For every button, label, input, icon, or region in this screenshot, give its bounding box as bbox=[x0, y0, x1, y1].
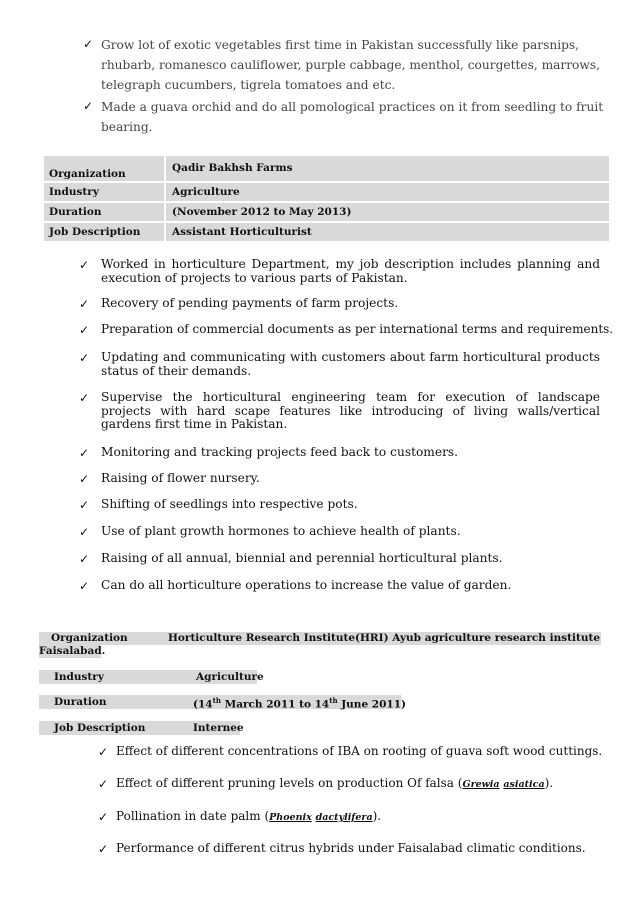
list-item: Performance of different citrus hybrids under Faisalabad climatic conditions. bbox=[116, 841, 586, 855]
check-icon: ✓ bbox=[79, 472, 90, 486]
list-item: Raising of flower nursery. bbox=[101, 471, 260, 485]
table-row: Job Description Assistant Horticulturist bbox=[44, 223, 609, 241]
list-item: Shifting of seedlings into respective pots. bbox=[101, 497, 358, 511]
list-item: Raising of all annual, biennial and perennial horticultural plants. bbox=[101, 551, 503, 565]
check-icon: ✓ bbox=[79, 351, 90, 365]
list-item: Preparation of commercial documents as per international terms and requirements. bbox=[101, 322, 614, 336]
table-row: Duration (November 2012 to May 2013) bbox=[44, 203, 609, 221]
check-icon: ✓ bbox=[79, 498, 90, 512]
check-icon: ✓ bbox=[79, 525, 90, 539]
check-icon: ✓ bbox=[79, 446, 90, 460]
list-item: Effect of different pruning levels on production Of falsa (Grewia asiatica). bbox=[116, 776, 554, 790]
check-icon: ✓ bbox=[79, 258, 90, 272]
list-item: Can do all horticulture operations to increase the value of garden. bbox=[101, 578, 512, 592]
list-item: Made a guava orchid and do all pomological practices on it from seedling to fruit bearing. bbox=[101, 100, 604, 134]
list-item: Pollination in date palm (Phoenix dactylifera). bbox=[116, 809, 382, 823]
table-divider bbox=[164, 156, 166, 241]
list-item: Effect of different concentrations of IBA on rooting of guava soft wood cuttings. bbox=[116, 744, 603, 758]
list-item: Supervise the horticultural engineering team for execution of landscape projects with hard scape features like introducing of living walls/vertical gardens first time in Pakistan. bbox=[101, 390, 600, 431]
list-item: Recovery of pending payments of farm projects. bbox=[101, 296, 399, 310]
list-item: Updating and communicating with customers about farm horticultural products status of their demands. bbox=[101, 350, 600, 378]
check-icon: ✓ bbox=[83, 99, 94, 113]
duration-value: (14th March 2011 to 14th June 2011) bbox=[193, 696, 406, 711]
table-row: Industry Agriculture bbox=[44, 183, 609, 201]
table-row: Organization Qadir Bakhsh Farms bbox=[44, 156, 609, 181]
check-icon: ✓ bbox=[79, 297, 90, 311]
check-icon: ✓ bbox=[98, 810, 109, 824]
check-icon: ✓ bbox=[83, 37, 94, 51]
list-item: Grow lot of exotic vegetables first time in Pakistan successfully like parsnips, rhubarb, romanesco cauliflower, purple cabbage, menthol, courgettes, marrows, telegraph cucumbers, tigrela tomatoes and etc. bbox=[101, 38, 600, 92]
check-icon: ✓ bbox=[79, 323, 90, 337]
list-item: Monitoring and tracking projects feed back to customers. bbox=[101, 445, 459, 459]
check-icon: ✓ bbox=[98, 777, 109, 791]
check-icon: ✓ bbox=[98, 842, 109, 856]
check-icon: ✓ bbox=[79, 391, 90, 405]
check-icon: ✓ bbox=[79, 579, 90, 593]
check-icon: ✓ bbox=[79, 552, 90, 566]
list-item: Worked in horticulture Department, my job description includes planning and execution of projects to various parts of Pakistan. bbox=[101, 257, 600, 285]
check-icon: ✓ bbox=[98, 745, 109, 759]
list-item: Use of plant growth hormones to achieve health of plants. bbox=[101, 524, 461, 538]
